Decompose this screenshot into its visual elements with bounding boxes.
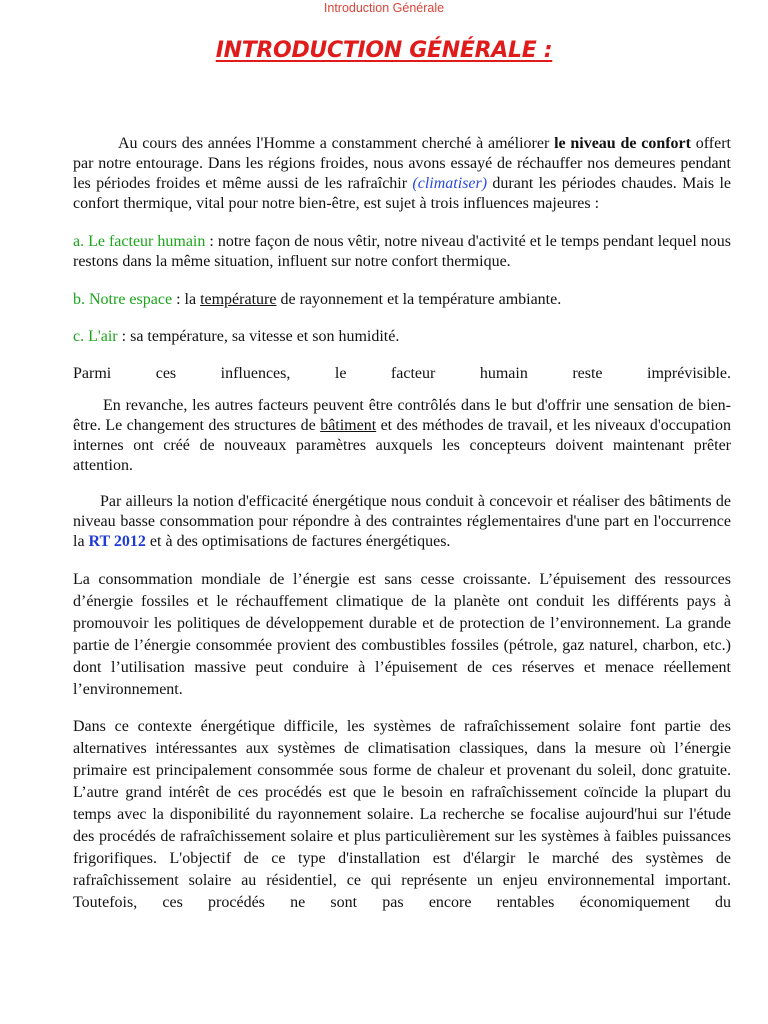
revanche-batiment: bâtiment (320, 417, 377, 434)
influence-c-label: c. L'air (73, 328, 118, 345)
page-title: INTRODUCTION GÉNÉRALE : (215, 38, 553, 63)
running-header: Introduction Générale (323, 1, 445, 15)
influence-b-label: b. Notre espace (73, 291, 173, 308)
influence-b-temperature: température (200, 291, 277, 308)
contexte-paragraph: Dans ce contexte énergétique difficile, les systèmes de rafraîchissement solaire font partie des alternatives intéressantes aux systèmes de climatisation classiques, dans la mesure où l’énergie primaire est principalement consommée sous forme de chaleur et provenant du soleil, donc gratuite. L’autre grand intérêt de ces procédés est que le besoin en rafraîchissement coïncide la plupart du temps avec la disponibilité du rayonnement solaire. La recherche se focalise aujourd'hui sur l'étude des procédés de rafraîchissement solaire et plus particulièrement sur les systèmes à faibles puissances frigorifiques. L'objectif de ce type d'installation est d'élargir le marché des systèmes de rafraîchissement solaire au résidentiel, ce qui représente un enjeu environnemental important. Toutefois, ces procédés ne sont pas encore rentables économiquement du (73, 718, 731, 911)
ailleurs-text-1: Par ailleurs la notion d'efficacité énergétique nous conduit à concevoir et réaliser des bâtiments de niveau basse consommation pour répondre à des contraintes réglementaires d'une part en l'occurrence la (73, 493, 731, 550)
influence-b (73, 290, 731, 310)
consommation-paragraph: La consommation mondiale de l’énergie est sans cesse croissante. L’épuisement des ressources d’énergie fossiles et le réchauffement climatique de la planète ont conduit les différents pays à promouvoir les politiques de développement durable et de protection de l’environnement. La grande partie de l’énergie consommée provient des combustibles fossiles (pétrole, gaz naturel, charbon, etc.) dont l’utilisation massive peut conduire à l’épuisement de ces réserves et menace réellement l’environnement. (73, 571, 731, 698)
influence-a (73, 232, 731, 272)
influence-a-label: a. Le facteur humain (73, 233, 206, 250)
document-body (73, 134, 731, 914)
intro-climatiser: (climatiser) (412, 175, 488, 192)
influence-b-text-1: : la (172, 291, 201, 308)
ailleurs-text-2: et à des optimisations de factures énergétiques. (145, 533, 451, 550)
ailleurs-rt-2012: RT 2012 (88, 533, 146, 550)
intro-paragraph (73, 134, 731, 214)
influence-c (73, 327, 731, 347)
revanche-text-2: et des méthodes de travail, et les niveaux d'occupation internes ont créé de nouveaux paramètres auxquels les concepteurs doivent maintenant prêter attention. (73, 417, 731, 474)
intro-bold-comfort: le niveau de confort (554, 135, 691, 152)
influence-c-text: : sa température, sa vitesse et son humidité. (117, 328, 400, 345)
intro-text-1: Au cours des années l'Homme a constamment cherché à améliorer (118, 135, 555, 152)
influence-b-text-2: de rayonnement et la température ambiante. (276, 291, 562, 308)
parmi-paragraph: Parmi ces influences, le facteur humain reste imprévisible. (73, 365, 731, 382)
intro-text-3: durant les périodes chaudes. Mais le confort thermique, vital pour notre bien-être, est sujet à trois influences majeures : (73, 175, 731, 212)
ailleurs-paragraph (73, 492, 731, 552)
revanche-paragraph (73, 396, 731, 476)
intro-text-2: offert par notre entourage. Dans les régions froides, nous avons essayé de réchauffer nos demeures pendant les périodes froides et même aussi de les rafraîchir (73, 135, 731, 192)
influence-a-text: : notre façon de nous vêtir, notre niveau d'activité et le temps pendant lequel nous restons dans la même situation, influent sur notre confort thermique. (73, 233, 732, 270)
revanche-text-1: En revanche, les autres facteurs peuvent être contrôlés dans le but d'offrir une sensation de bien-être. Le changement des structures de (73, 397, 731, 434)
